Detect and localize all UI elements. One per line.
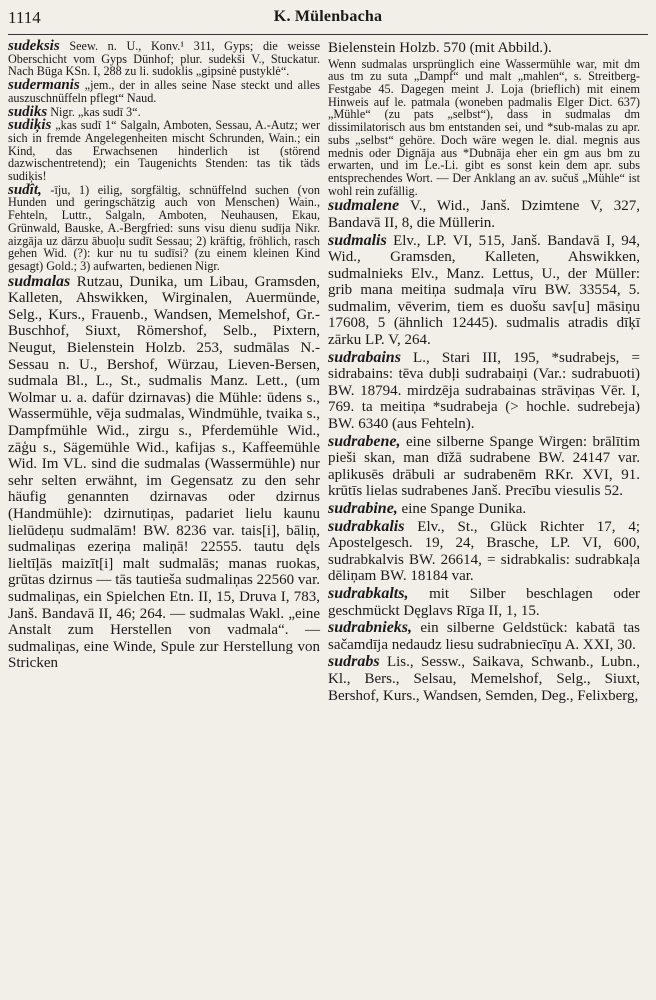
headword: sudermanis bbox=[8, 77, 80, 94]
entry-text: Wenn sudmalas ursprünglich eine Wassermühle war, mit dm aus tm zu suta „Dampf“ und malt „mahlen“, s. Streitberg-Festgabe 45. Dagegen meint J. Loja (brieflich) mit einem Hinweis auf le. patmala (woneben padmalis Elger Dict. 637) „Mühle“ (zu pats „selbst“), dass in sudmalas dm dissimilatorisch aus bm entstanden sei, und *sub-malas zu apr. subs „selbst“ gehöre. Doch wäre wegen le. dial. megnis aus mednis oder Dignāja aus *Dubnāja eher ein gm aus bm zu erwarten, und im Le.-Li. gibt es sonst kein dem apr. subs entsprechendes Wort. — Der Anklang an av. sučuš „Mühle“ ist wohl rein zufällig. bbox=[328, 56, 640, 198]
page-header bbox=[8, 8, 648, 34]
page-number: 1114 bbox=[8, 8, 41, 27]
entry-text: mit Silber beschlagen oder geschmückt Dęglavs Rīga II, 1, 15. bbox=[328, 585, 641, 619]
entry-text: Elv., LP. VI, 515, Janš. Bandavā I, 94, Wid., Gramsden, Kalleten, Ahswikken, sudmalnieks Elv., Manz. Lettus, U., der Müller: grib mana meitiņa sudmaļa vīru BW. 33554, 5. sudmalim, vēverim, tiem es duošu sav[u] māsiņu 17608, 5 (ähnlich 12445). sudmalis atradis dīķī zārku LP. V, 264. bbox=[328, 232, 640, 349]
dictionary-entry bbox=[328, 519, 640, 585]
dictionary-entry bbox=[328, 233, 640, 349]
right-column bbox=[328, 40, 640, 705]
dictionary-entry bbox=[8, 119, 320, 183]
dictionary-entry bbox=[8, 40, 320, 78]
headword: sudrabine, bbox=[328, 500, 398, 518]
headword: sudmalis bbox=[328, 231, 387, 249]
dictionary-entry bbox=[8, 79, 320, 104]
headword: sudrabnieks, bbox=[328, 619, 413, 637]
entry-text: Bielenstein Holzb. 570 (mit Abbild.). bbox=[328, 40, 552, 56]
entry-text: Nigr. „kas sudī 3“. bbox=[50, 104, 141, 119]
entry-text: eine Spange Dunika. bbox=[401, 501, 527, 518]
headword: sudrabkalts, bbox=[328, 584, 409, 602]
entry-text: Elv., St., Glück Richter 17, 4; Apostelgesch. 19, 24, Brasche, LP. VI, 600, sudrabkalvis BW. 26614, = sidrabkalis: sudrabkaļa dēliņam BW. 18184 var. bbox=[328, 518, 641, 585]
headword: sudrabkalis bbox=[328, 517, 405, 535]
headword: sudrabene, bbox=[328, 432, 401, 450]
entry-text: -īju, 1) eilig, sorgfältig, schnüffelnd suchen (von Hunden und geringschätzig auch von Menschen) Wain., Fehteln, Luttr., Salgaln, Amboten, Neuhausen, Ekau, Grünwald, Bauske, A.-Bergfried: suns visu dienu sudīja Nikr. aizgāja uz dārzu ābuoļu sudīt Sessau; 2) kräftig, fröhlich, rasch gehen Wid. (?): kur nu tu sudīsi? (zu einem kleinen Kind gesagt) Gold.; 3) aufwarten, bedienen Nigr. bbox=[8, 182, 320, 273]
headword: sudmalene bbox=[328, 197, 400, 215]
running-head: K. Mülenbacha bbox=[273, 8, 383, 25]
entry-text: V., Wid., Janš. Dzimtene V, 327, Bandavā II, 8, die Müllerin. bbox=[328, 198, 641, 231]
entry-text: Seew. n. U., Konv.¹ 311, Gyps; die weisse Oberschicht vom Gyps Dünhof; plur. sudekši V., Stuckatur. Nach Būga KSn. I, 288 zu li. sudoklis „gipsinė pustyklė“. bbox=[8, 39, 320, 79]
headword: sudiķis bbox=[8, 117, 52, 134]
dictionary-entry bbox=[328, 501, 640, 518]
headword: sudeksis bbox=[8, 38, 60, 54]
entry-text: „jem., der in alles seine Nase steckt und alles auszuschnüffeln pflegt“ Naud. bbox=[8, 78, 320, 105]
entry-continuation bbox=[328, 40, 640, 57]
entry-text: ein silberne Geldstück: kabatā tas sačamdīja nedaudz liesu sudrabniecīņu A. XXI, 30. bbox=[328, 620, 640, 653]
entry-text: „kas sudī 1“ Salgaln, Amboten, Sessau, A.-Autz; wer sich in fremde Angelegenheiten mischt Schrunden, Wain.; ein Kind, das Erwachsenen hinderlich ist (störend dazwischentretend); ein Taugenichts Stenden: tas tik täds sudiķis! bbox=[8, 118, 321, 184]
entry-text: Rutzau, Dunika, um Libau, Gramsden, Kalleten, Ahswikken, Wirginalen, Auermünde, Selg., Kurs., Frauenb., Wandsen, Memelshof, Gr.-Buschhof, Siuxt, Römershof, Selb., Pixtern, Neugut, Bielenstein Holzb. 253, sudmālas N.-Sessau n. U., Bershof, Würzau, Lieven-Bersen, sudmala Bl., L., St., sudmalis Manz. Lett., (um Wolmar u. a. dafür dzirnavas) die Mühle: ūdens s., Wassermühle, vēja sudmalas, Windmühle, tvaika s., Dampfmühle Wid., zirgu s., Pferdemühle Wid., zāģu s., Sägemühle Wid., kafijas s., Kaffeemühle Wid. Im VL. sind die sudmalas (Wassermühle) nur sehr selten erwähnt, im Gegensatz zu den sehr häufig genannten dzirnavas oder dzirnus (Handmühle): dzirnutiņas, padariet lielu kaunu lielūdeņu sudmalām! BW. 8236 var. tais[i], bāliņ, sudmaliņas ezeriņa maliņā! 22555. tautu dęls lieltīļās maizīt[i] malt sudmalās; manas ruokas, grūtas dzirnus — tās tautieša sudmaliņas 22560 var. sudmaliņas, ein Spielchen Etn. II, 15, Druva I, 783, Janš. Bandavā II, 46; 264. — sudmalas Wakl. „eine Anstalt zum Herstellen von vadmala“. — sudmaliņas, eine Winde, Spule zur Herstellung von Stricken bbox=[8, 273, 321, 672]
dictionary-entry bbox=[328, 198, 640, 231]
headword: sudrabains bbox=[328, 348, 401, 366]
left-column bbox=[8, 40, 320, 673]
dictionary-entry bbox=[8, 181, 320, 273]
dictionary-entry bbox=[328, 434, 640, 500]
dictionary-entry bbox=[328, 350, 640, 433]
entry-text: Lis., Sessw., Saikava, Schwanb., Lubn., Kl., Bers., Selsau, Memelshof, Selg., Siuxt, Bershof, Kurs., Wandsen, Semden, Deg., Felixberg, bbox=[328, 654, 641, 704]
entry-text: eine silberne Spange Wirgen: brālītim pieši skan, man dīžā sudrabene BW. 24147 var. aplikusēs drābuli ar sudrabenēm RKr. XVI, 91. krūtīs lielas sudrabenes Janš. Precību viesulis 52. bbox=[328, 433, 640, 500]
dictionary-entry bbox=[8, 274, 320, 672]
etymology-note bbox=[328, 58, 640, 198]
dictionary-entry bbox=[328, 586, 640, 619]
headword: sudmalas bbox=[8, 272, 71, 290]
headword: sudrabs bbox=[328, 653, 380, 671]
headword: sudiks bbox=[8, 103, 48, 120]
header-rule bbox=[8, 34, 648, 35]
dictionary-entry bbox=[328, 654, 640, 704]
dictionary-entry bbox=[8, 103, 320, 120]
dictionary-entry bbox=[328, 620, 640, 653]
headword: sudît, bbox=[8, 181, 42, 198]
entry-text: L., Stari III, 195, *sudrabejs, = sidrabains: tēva dubļi sudrabaiņi (Var.: sudrabuoti) BW. 18794. mirdzēja sudrabainas strāviņas Vēr. I, 769. ta meitiņa *sudrabeja (> hochle. sudrebeja) BW. 6340 (aus Fehteln). bbox=[328, 349, 640, 433]
